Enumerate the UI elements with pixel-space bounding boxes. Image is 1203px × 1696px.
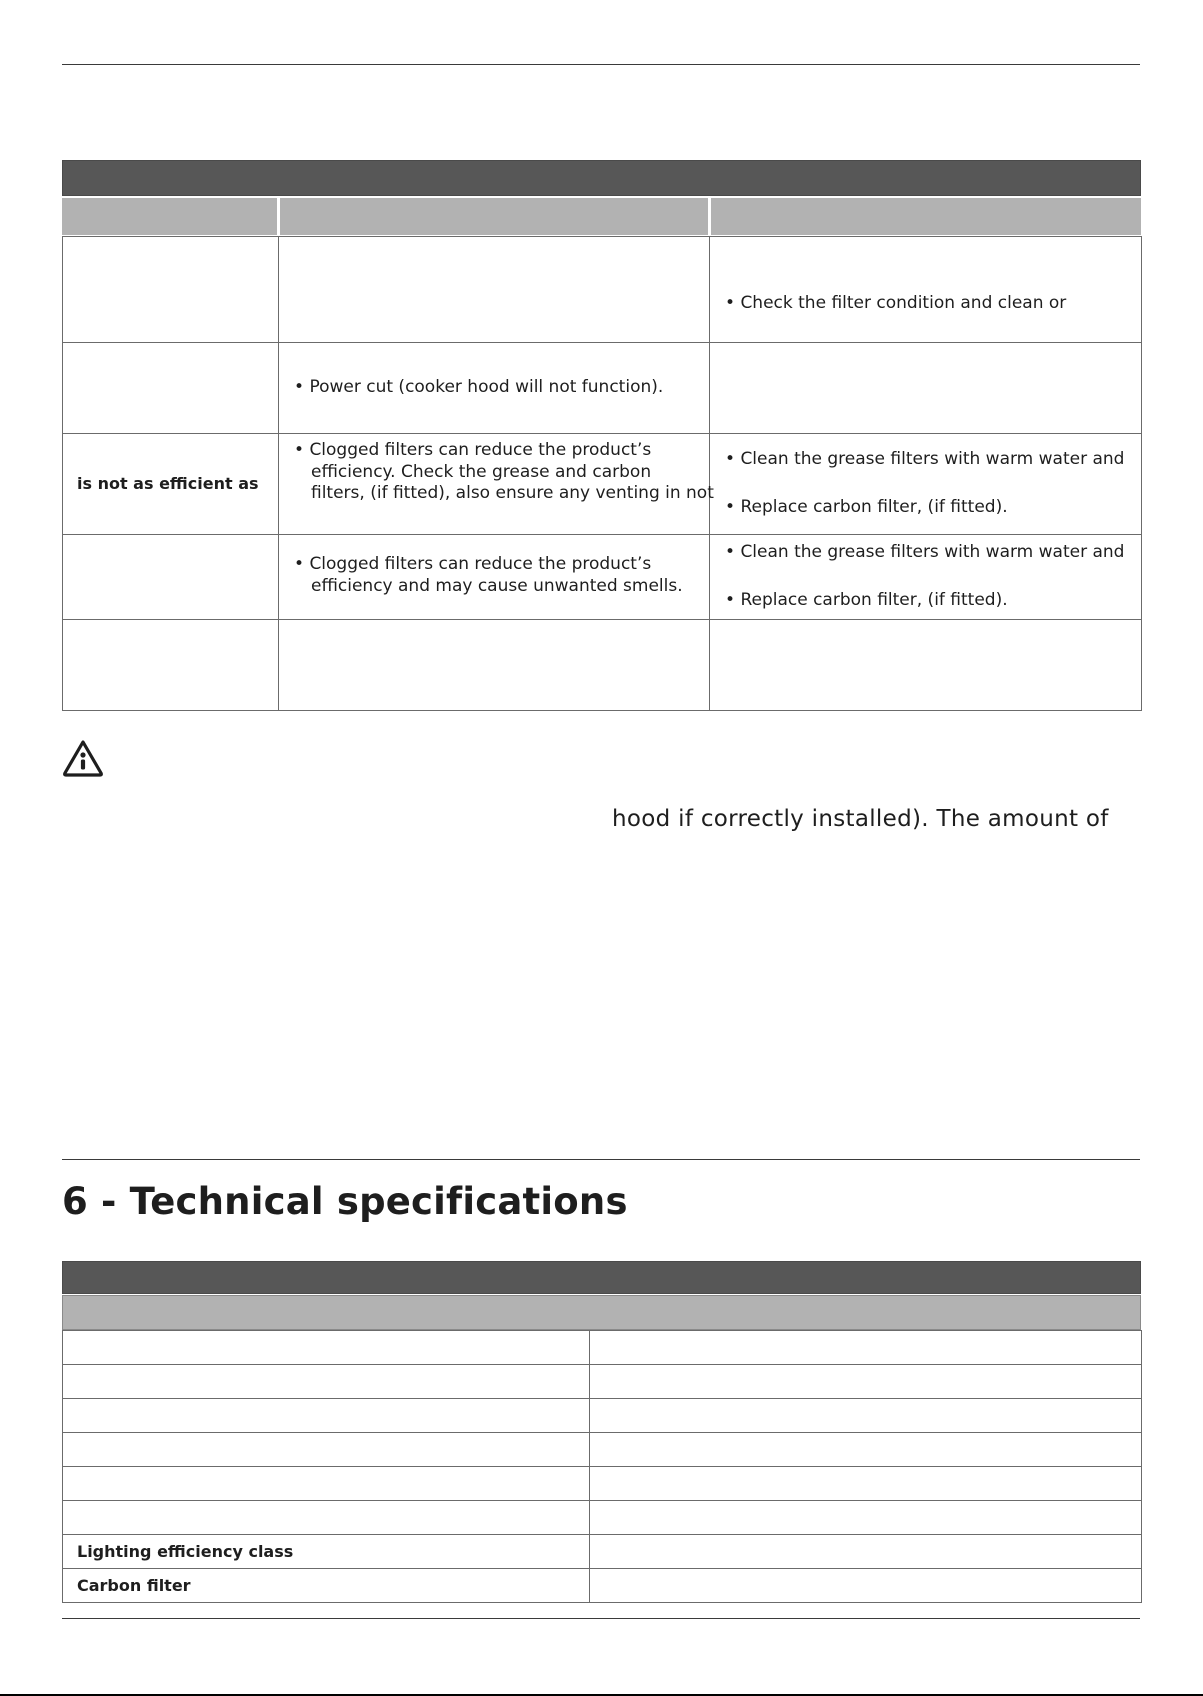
troubleshooting-table-title-bar [62,160,1141,196]
table-row [63,620,1142,711]
row4-remedy-2: • Replace carbon filter, (if fitted). [725,590,1008,610]
spec-label: Lighting efficiency class [63,1535,590,1569]
troubleshooting-header-cause [280,198,708,235]
bottom-rule [62,1618,1140,1619]
table-row [63,1399,1142,1433]
note-text: hood if correctly installed). The amount of [612,806,1109,832]
row3-cause-2: efficiency. Check the grease and carbon [311,462,652,482]
row2-cause-1: • Power cut (cooker hood will not function). [294,377,664,397]
spec-value [590,1467,1142,1501]
spec-value [590,1365,1142,1399]
table-row [63,1467,1142,1501]
section-rule [62,1159,1140,1160]
spec-label [63,1365,590,1399]
page-title: 6 - Technical specifications [62,1180,628,1223]
spec-label [63,1331,590,1365]
spec-value [590,1535,1142,1569]
row4-cause-2: efficiency and may cause unwanted smells. [311,576,683,596]
row3-remedy-1: • Clean the grease filters with warm water and [725,449,1125,469]
table-row [63,1365,1142,1399]
table-row [63,1433,1142,1467]
info-warning-icon [62,739,104,781]
troubleshooting-header-remedy [711,198,1141,235]
spec-value [590,1399,1142,1433]
table-row [63,1331,1142,1365]
row3-cause-1: • Clogged filters can reduce the product’s [294,440,652,460]
spec-value [590,1433,1142,1467]
spec-label [63,1399,590,1433]
troubleshooting-header-problem [62,198,277,235]
row4-cause-1: • Clogged filters can reduce the product’s [294,554,652,574]
top-rule [62,64,1140,65]
row3-cause-3: filters, (if fitted), also ensure any venting in not [311,483,714,503]
spec-label [63,1467,590,1501]
specs-table-subheader [62,1295,1141,1330]
table-row [63,1569,1142,1603]
table-row [63,1501,1142,1535]
spec-label [63,1433,590,1467]
row3-problem: is not as efficient as [77,474,259,493]
spec-value [590,1569,1142,1603]
spec-value [590,1501,1142,1535]
spec-label: Carbon filter [63,1569,590,1603]
spec-value [590,1331,1142,1365]
row4-remedy-1: • Clean the grease filters with warm water and [725,542,1125,562]
table-row [63,1535,1142,1569]
row1-remedy-1: • Check the filter condition and clean or [725,293,1067,313]
table-row [63,237,1142,343]
troubleshooting-table [62,160,1141,711]
row3-remedy-2: • Replace carbon filter, (if fitted). [725,497,1008,517]
specs-body [62,1330,1142,1603]
specs-table-title-bar [62,1261,1141,1294]
spec-label [63,1501,590,1535]
